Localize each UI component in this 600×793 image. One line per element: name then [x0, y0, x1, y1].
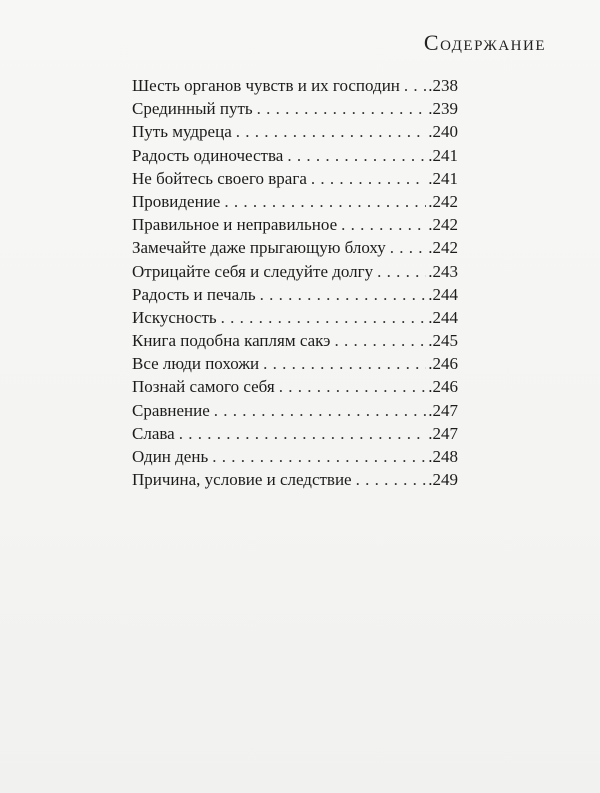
toc-entry [132, 236, 458, 259]
toc-dot-leader [253, 97, 427, 120]
toc-dot-leader [373, 260, 426, 283]
toc-dot-leader [220, 190, 426, 213]
toc-entry-title: Провидение [132, 191, 221, 211]
toc-entry [132, 167, 458, 190]
toc-page-number: .240 [428, 122, 458, 142]
toc-entry [132, 260, 458, 283]
table-of-contents [132, 74, 458, 491]
toc-page-number: .238 [428, 76, 458, 95]
toc-entry [132, 213, 458, 236]
toc-dot-leader [275, 375, 427, 398]
toc-dot-leader [217, 306, 427, 329]
toc-page-number: .241 [428, 168, 458, 188]
toc-page-number: .246 [428, 377, 458, 397]
toc-page-number: .243 [428, 261, 458, 281]
toc-entry-title: Замечайте даже прыгающую блоху [132, 238, 386, 258]
toc-page-number: .239 [428, 99, 458, 119]
toc-entry-title: Отрицайте себя и следуйте долгу [132, 261, 374, 281]
toc-entry [132, 422, 458, 445]
toc-entry-title: Слава [132, 423, 175, 443]
toc-entry [132, 352, 458, 375]
toc-entry [132, 190, 458, 213]
toc-entry-title: Радость одиночества [132, 145, 284, 165]
toc-page-number: .247 [428, 400, 458, 420]
toc-entry [132, 399, 458, 422]
toc-dot-leader [400, 74, 426, 97]
toc-entry-title: Правильное и неправильное [132, 215, 338, 235]
toc-dot-leader [337, 213, 426, 236]
toc-entry [132, 445, 458, 468]
toc-dot-leader [352, 468, 427, 491]
toc-page-number: .246 [428, 354, 458, 374]
toc-page-number: .241 [428, 145, 458, 165]
toc-entry-title: Все люди похожи [132, 354, 260, 374]
toc-dot-leader [208, 445, 426, 468]
toc-dot-leader [259, 352, 426, 375]
toc-dot-leader [307, 167, 426, 190]
toc-entry-title: Книга подобна каплям сакэ [132, 331, 331, 351]
toc-dot-leader [386, 236, 426, 259]
toc-page-number: .247 [428, 423, 458, 443]
toc-entry-title: Один день [132, 447, 209, 466]
toc-entry-title: Искусность [132, 307, 217, 327]
toc-page-number: .249 [428, 470, 458, 490]
toc-page-number: .248 [428, 447, 458, 466]
toc-entry-title: Не бойтесь своего врага [132, 168, 307, 188]
toc-entry [132, 375, 458, 398]
toc-dot-leader [210, 399, 426, 422]
toc-page-number: .242 [428, 191, 458, 211]
toc-entry [132, 120, 458, 143]
toc-page-number: .242 [428, 238, 458, 258]
toc-dot-leader [283, 144, 426, 167]
toc-dot-leader [232, 120, 427, 143]
toc-entry [132, 329, 458, 352]
toc-page-number: .245 [428, 331, 458, 351]
toc-entry-title: Радость и печаль [132, 284, 256, 304]
toc-entry-title: Срединный путь [132, 99, 253, 119]
toc-dot-leader [256, 283, 427, 306]
toc-entry [132, 74, 458, 97]
toc-dot-leader [330, 329, 426, 352]
toc-entry [132, 97, 458, 120]
toc-entry-title: Путь мудреца [132, 122, 232, 142]
toc-page-number: .244 [428, 284, 458, 304]
toc-entry-title: Познай самого себя [132, 377, 275, 397]
toc-entry [132, 468, 458, 491]
toc-page-number: .242 [428, 215, 458, 235]
toc-entry [132, 306, 458, 329]
toc-entry-title: Причина, условие и следствие [132, 470, 352, 490]
page-title: Содержание [423, 30, 546, 55]
toc-entry-title: Шесть органов чувств и их господин [132, 76, 400, 95]
toc-dot-leader [175, 422, 427, 445]
toc-page-number: .244 [428, 307, 458, 327]
toc-entry-title: Сравнение [132, 400, 210, 420]
toc-entry [132, 283, 458, 306]
toc-entry [132, 144, 458, 167]
